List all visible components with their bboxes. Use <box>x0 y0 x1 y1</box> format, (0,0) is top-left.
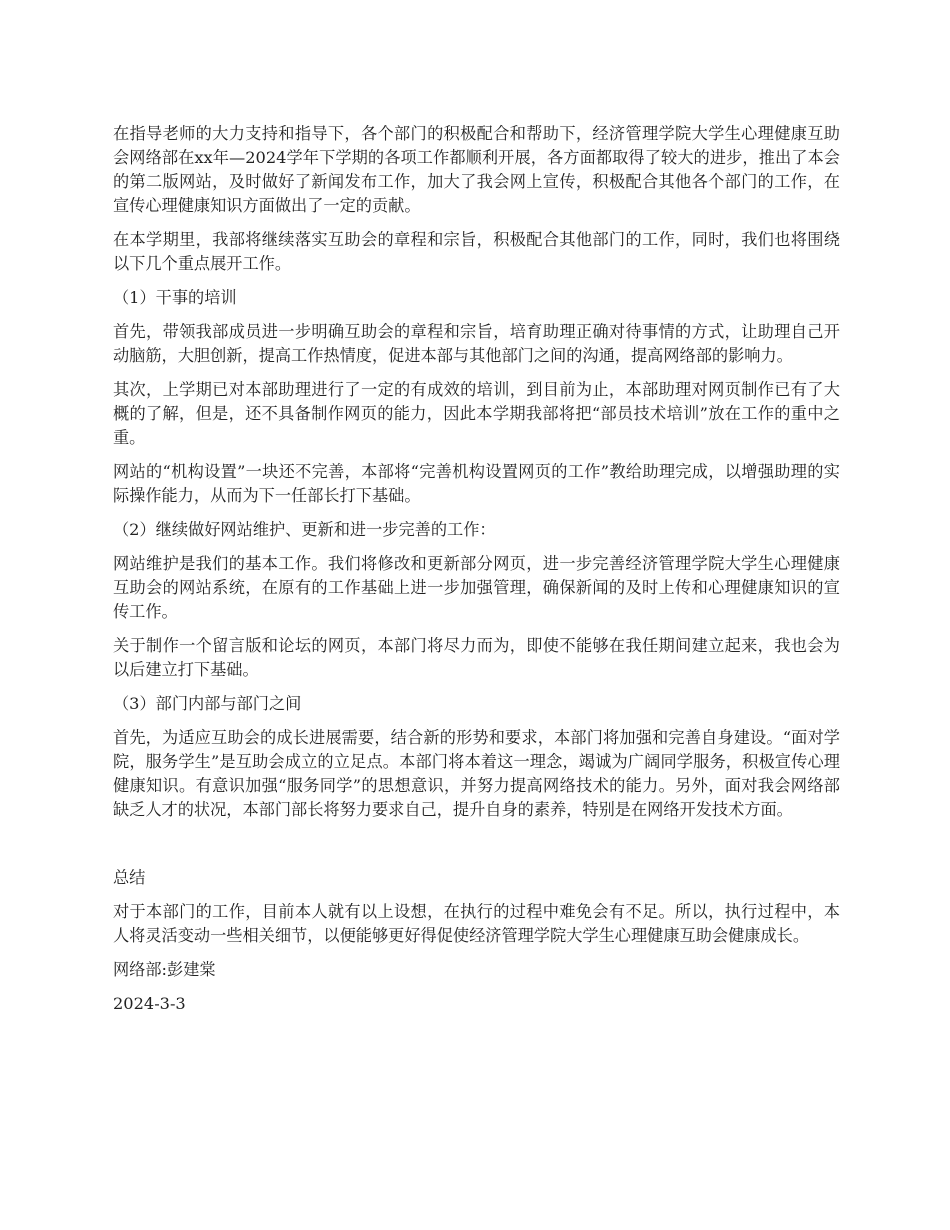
training-paragraph-1: 首先，带领我部成员进一步明确互助会的章程和宗旨，培育助理正确对待事情的方式，让助理自己开动脑筋，大胆创新，提高工作热情度，促进本部与其他部门之间的沟通，提高网络部的影响力。 <box>113 322 840 365</box>
summary-heading: 总结 <box>113 868 146 887</box>
plan-paragraph: 在本学期里，我部将继续落实互助会的章程和宗旨，积极配合其他部门的工作，同时，我们也将围绕以下几个重点展开工作。 <box>113 230 840 273</box>
signature: 网络部:彭建棠 <box>113 960 216 979</box>
section-heading-training: （1）干事的培训 <box>113 288 237 307</box>
training-paragraph-2: 其次，上学期已对本部助理进行了一定的有成效的培训，到目前为止，本部助理对网页制作已有了大概的了解，但是，还不具备制作网页的能力，因此本学期我部将把“部员技术培训”放在工作的重中之重。 <box>113 380 840 447</box>
training-paragraph-3: 网站的“机构设置”一块还不完善，本部将“完善机构设置网页的工作”教给助理完成，以增强助理的实际操作能力，从而为下一任部长打下基础。 <box>113 462 840 505</box>
section-gap <box>113 832 840 866</box>
section-heading-website: （2）继续做好网站维护、更新和进一步完善的工作： <box>113 520 496 539</box>
document-date: 2024-3-3 <box>113 994 186 1013</box>
website-paragraph-1: 网站维护是我们的基本工作。我们将修改和更新部分网页，进一步完善经济管理学院大学生心理健康互助会的网站系统，在原有的工作基础上进一步加强管理，确保新闻的及时上传和心理健康知识的宣传工作。 <box>113 554 840 621</box>
section-heading-departments: （3）部门内部与部门之间 <box>113 694 302 713</box>
website-paragraph-2: 关于制作一个留言版和论坛的网页，本部门将尽力而为，即使不能够在我任期间建立起来，我也会为以后建立打下基础。 <box>113 636 840 679</box>
document-body <box>113 122 840 1026</box>
intro-paragraph: 在指导老师的大力支持和指导下，各个部门的积极配合和帮助下，经济管理学院大学生心理健康互助会网络部在xx年—2024学年下学期的各项工作都顺利开展，各方面都取得了较大的进步，推出了本会的第二版网站，及时做好了新闻发布工作，加大了我会网上宣传，积极配合其他各个部门的工作，在宣传心理健康知识方面做出了一定的贡献。 <box>113 124 840 215</box>
summary-paragraph: 对于本部门的工作，目前本人就有以上设想，在执行的过程中难免会有不足。所以，执行过程中，本人将灵活变动一些相关细节，以便能够更好得促使经济管理学院大学生心理健康互助会健康成长。 <box>113 902 840 945</box>
departments-paragraph: 首先，为适应互助会的成长进展需要，结合新的形势和要求，本部门将加强和完善自身建设。“面对学院，服务学生”是互助会成立的立足点。本部门将本着这一理念，竭诚为广阔同学服务，积极宣传心理健康知识。有意识加强“服务同学”的思想意识，并努力提高网络技术的能力。另外，面对我会网络部缺乏人才的状况，本部门部长将努力要求自己，提升自身的素养，特别是在网络开发技术方面。 <box>113 728 840 819</box>
